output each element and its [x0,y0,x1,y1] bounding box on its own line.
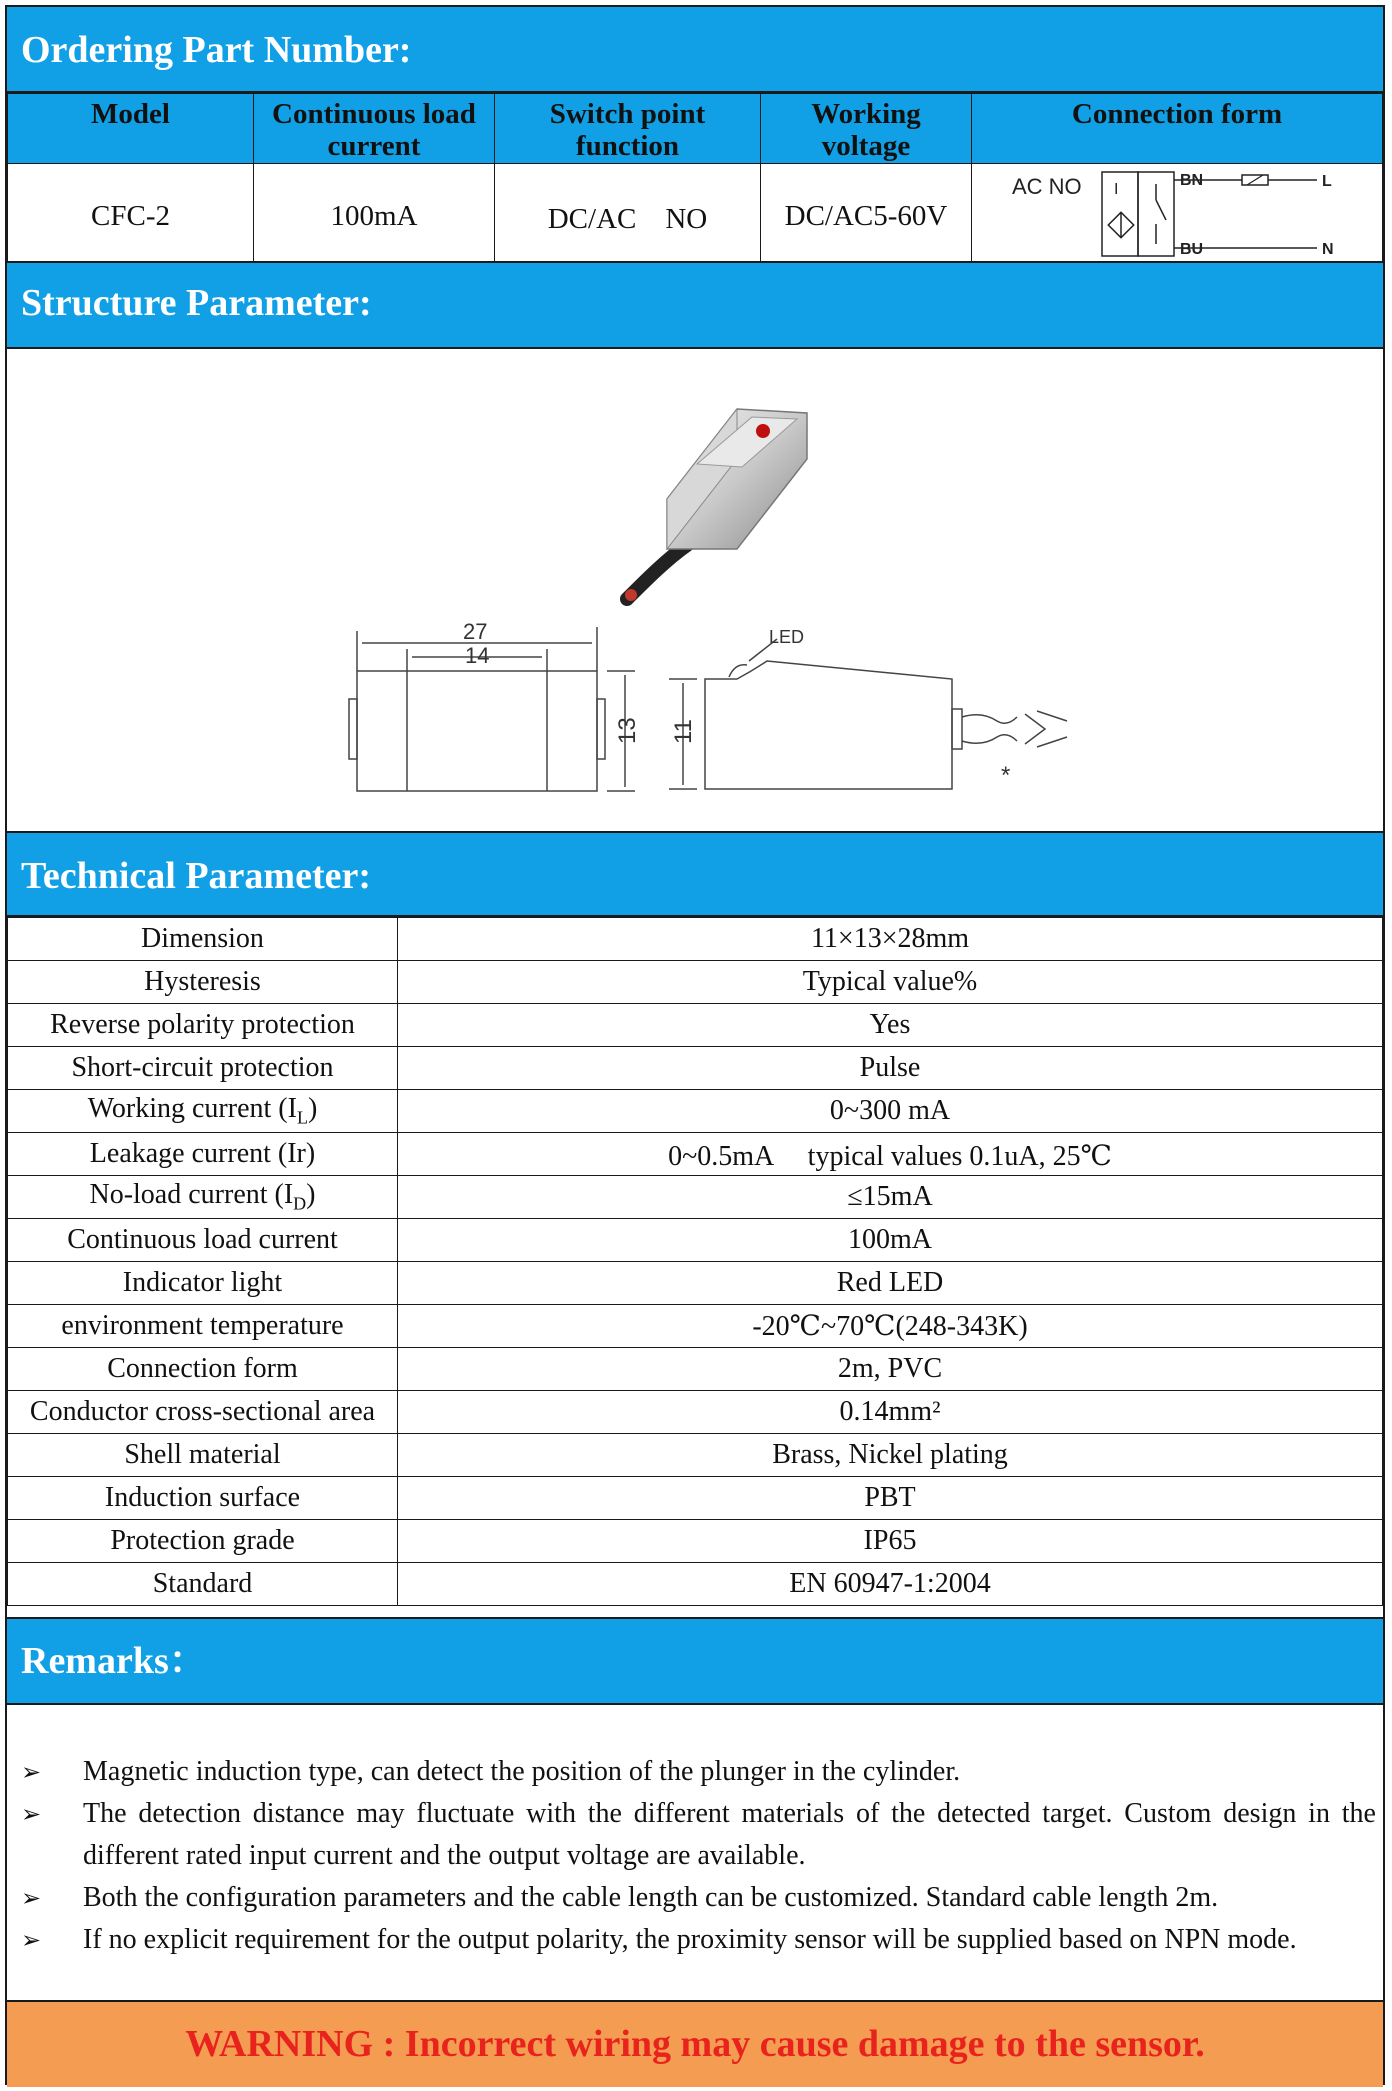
warning-banner [7,2000,1383,2087]
tech-value: 0.14mm² [398,1391,1383,1434]
tech-row [8,961,1383,1004]
remark-item [21,1919,1376,1961]
remarks-title: Remarks： [21,1640,207,1682]
bullet-arrow-icon: ➢ [21,1926,42,1954]
tech-row [8,1305,1383,1348]
tech-row [8,1348,1383,1391]
remarks-list [21,1751,1376,1961]
tech-label: Induction surface [8,1477,398,1520]
structure-figure [7,349,1383,831]
tech-value: 11×13×28mm [398,918,1383,961]
terminal-n: N [1322,241,1334,258]
tech-row [8,1434,1383,1477]
tech-label: Continuous load current [8,1219,398,1262]
ordering-header [7,7,1383,93]
tech-row [8,1520,1383,1563]
dim-length: 27 [463,619,488,644]
wiring-mode: AC NO [1012,174,1082,199]
wire-brown: BN [1180,172,1204,189]
tech-value: Yes [398,1004,1383,1047]
ordering-title: Ordering Part Number: [21,29,412,71]
ordering-header-row [8,94,1383,164]
tech-value: Pulse [398,1047,1383,1090]
tech-label: Shell material [8,1434,398,1477]
sensor-photo [625,409,807,601]
remark-item [21,1877,1376,1919]
header-switch-function: Switch point function [495,94,761,164]
tech-label: Short-circuit protection [8,1047,398,1090]
wiring-diagram [972,164,1372,260]
cell-working-voltage: DC/AC5-60V [761,164,972,269]
remark-item [21,1751,1376,1793]
tech-label: Leakage current (Ir) [8,1133,398,1176]
tech-value: ≤15mA [398,1176,1383,1219]
cell-load-current: 100mA [254,164,495,269]
bullet-arrow-icon: ➢ [21,1758,42,1786]
tech-row [8,918,1383,961]
header-load-current: Continuous load current [254,94,495,164]
header-connection-form: Connection form [972,94,1383,164]
tech-row [8,1090,1383,1133]
tech-value: 0~0.5mA typical values 0.1uA, 25℃ [398,1133,1383,1176]
remark-text: Both the configuration parameters and the cable length can be customized. Standard cable length 2m. [83,1882,1219,1913]
tech-label: Working current $(I_L)$ [8,1090,398,1133]
ordering-table [7,93,1383,269]
cell-model: CFC-2 [8,164,254,269]
led-indicator [756,424,770,438]
dim-inner: 14 [465,643,490,668]
tech-label: Reverse polarity protection [8,1004,398,1047]
dim-side-height: 11 [670,719,697,744]
tech-row [8,1391,1383,1434]
tech-value: Typical value% [398,961,1383,1004]
tech-row [8,1219,1383,1262]
structure-header [7,261,1383,349]
dim-height: 13 [614,717,641,744]
tech-label: Indicator light [8,1262,398,1305]
led-label: LED [769,627,805,647]
structure-title: Structure Parameter: [21,282,372,324]
tech-label: Conductor cross-sectional area [8,1391,398,1434]
tech-value: Brass, Nickel plating [398,1434,1383,1477]
remark-text: The detection distance may fluctuate with the different materials of the detected target. Custom design in the different rated input current and the output voltage are available. [83,1798,1376,1871]
tech-value: PBT [398,1477,1383,1520]
remark-item [21,1793,1376,1877]
wire-blue: BU [1180,241,1204,258]
technical-title: Technical Parameter: [21,855,371,897]
tech-label: Connection form [8,1348,398,1391]
tech-value: EN 60947-1:2004 [398,1563,1383,1606]
technical-table [7,917,1383,1606]
header-model: Model [8,94,254,164]
tech-row [8,1262,1383,1305]
ordering-data-row [8,164,1383,269]
tech-value: 100mA [398,1219,1383,1262]
cable-mark: * [1001,762,1011,789]
terminal-l: L [1322,173,1332,190]
sensor-drawings [7,349,1383,831]
tech-row [8,1176,1383,1219]
remark-text: If no explicit requirement for the output polarity, the proximity sensor will be supplied based on NPN mode. [83,1924,1297,1955]
tech-row [8,1477,1383,1520]
tech-value: IP65 [398,1520,1383,1563]
cell-switch-function: DC/AC NO [495,164,761,269]
tech-value: -20℃~70℃(248-343K) [398,1305,1383,1348]
warning-text: WARNING : Incorrect wiring may cause damage to the sensor. [185,2023,1205,2065]
remarks-header [7,1617,1383,1705]
tech-value: 2m, PVC [398,1348,1383,1391]
technical-header [7,831,1383,917]
bullet-arrow-icon: ➢ [21,1884,42,1912]
remark-text: Magnetic induction type, can detect the position of the plunger in the cylinder. [83,1756,961,1787]
wiring-terminal: I [1114,181,1119,198]
tech-value: 0~300 mA [398,1090,1383,1133]
front-view-drawing [349,627,635,791]
datasheet [5,5,1385,2085]
tech-row [8,1563,1383,1606]
tech-label: No-load current $(I_D)$ [8,1176,398,1219]
tech-label: Protection grade [8,1520,398,1563]
tech-row [8,1004,1383,1047]
tech-row [8,1047,1383,1090]
header-working-voltage: Working voltage [761,94,972,164]
tech-label: Dimension [8,918,398,961]
cell-connection-form [972,164,1383,269]
tech-value: Red LED [398,1262,1383,1305]
bullet-arrow-icon: ➢ [21,1800,42,1828]
tech-label: Standard [8,1563,398,1606]
tech-label: environment temperature [8,1305,398,1348]
tech-label: Hysteresis [8,961,398,1004]
tech-row [8,1133,1383,1176]
